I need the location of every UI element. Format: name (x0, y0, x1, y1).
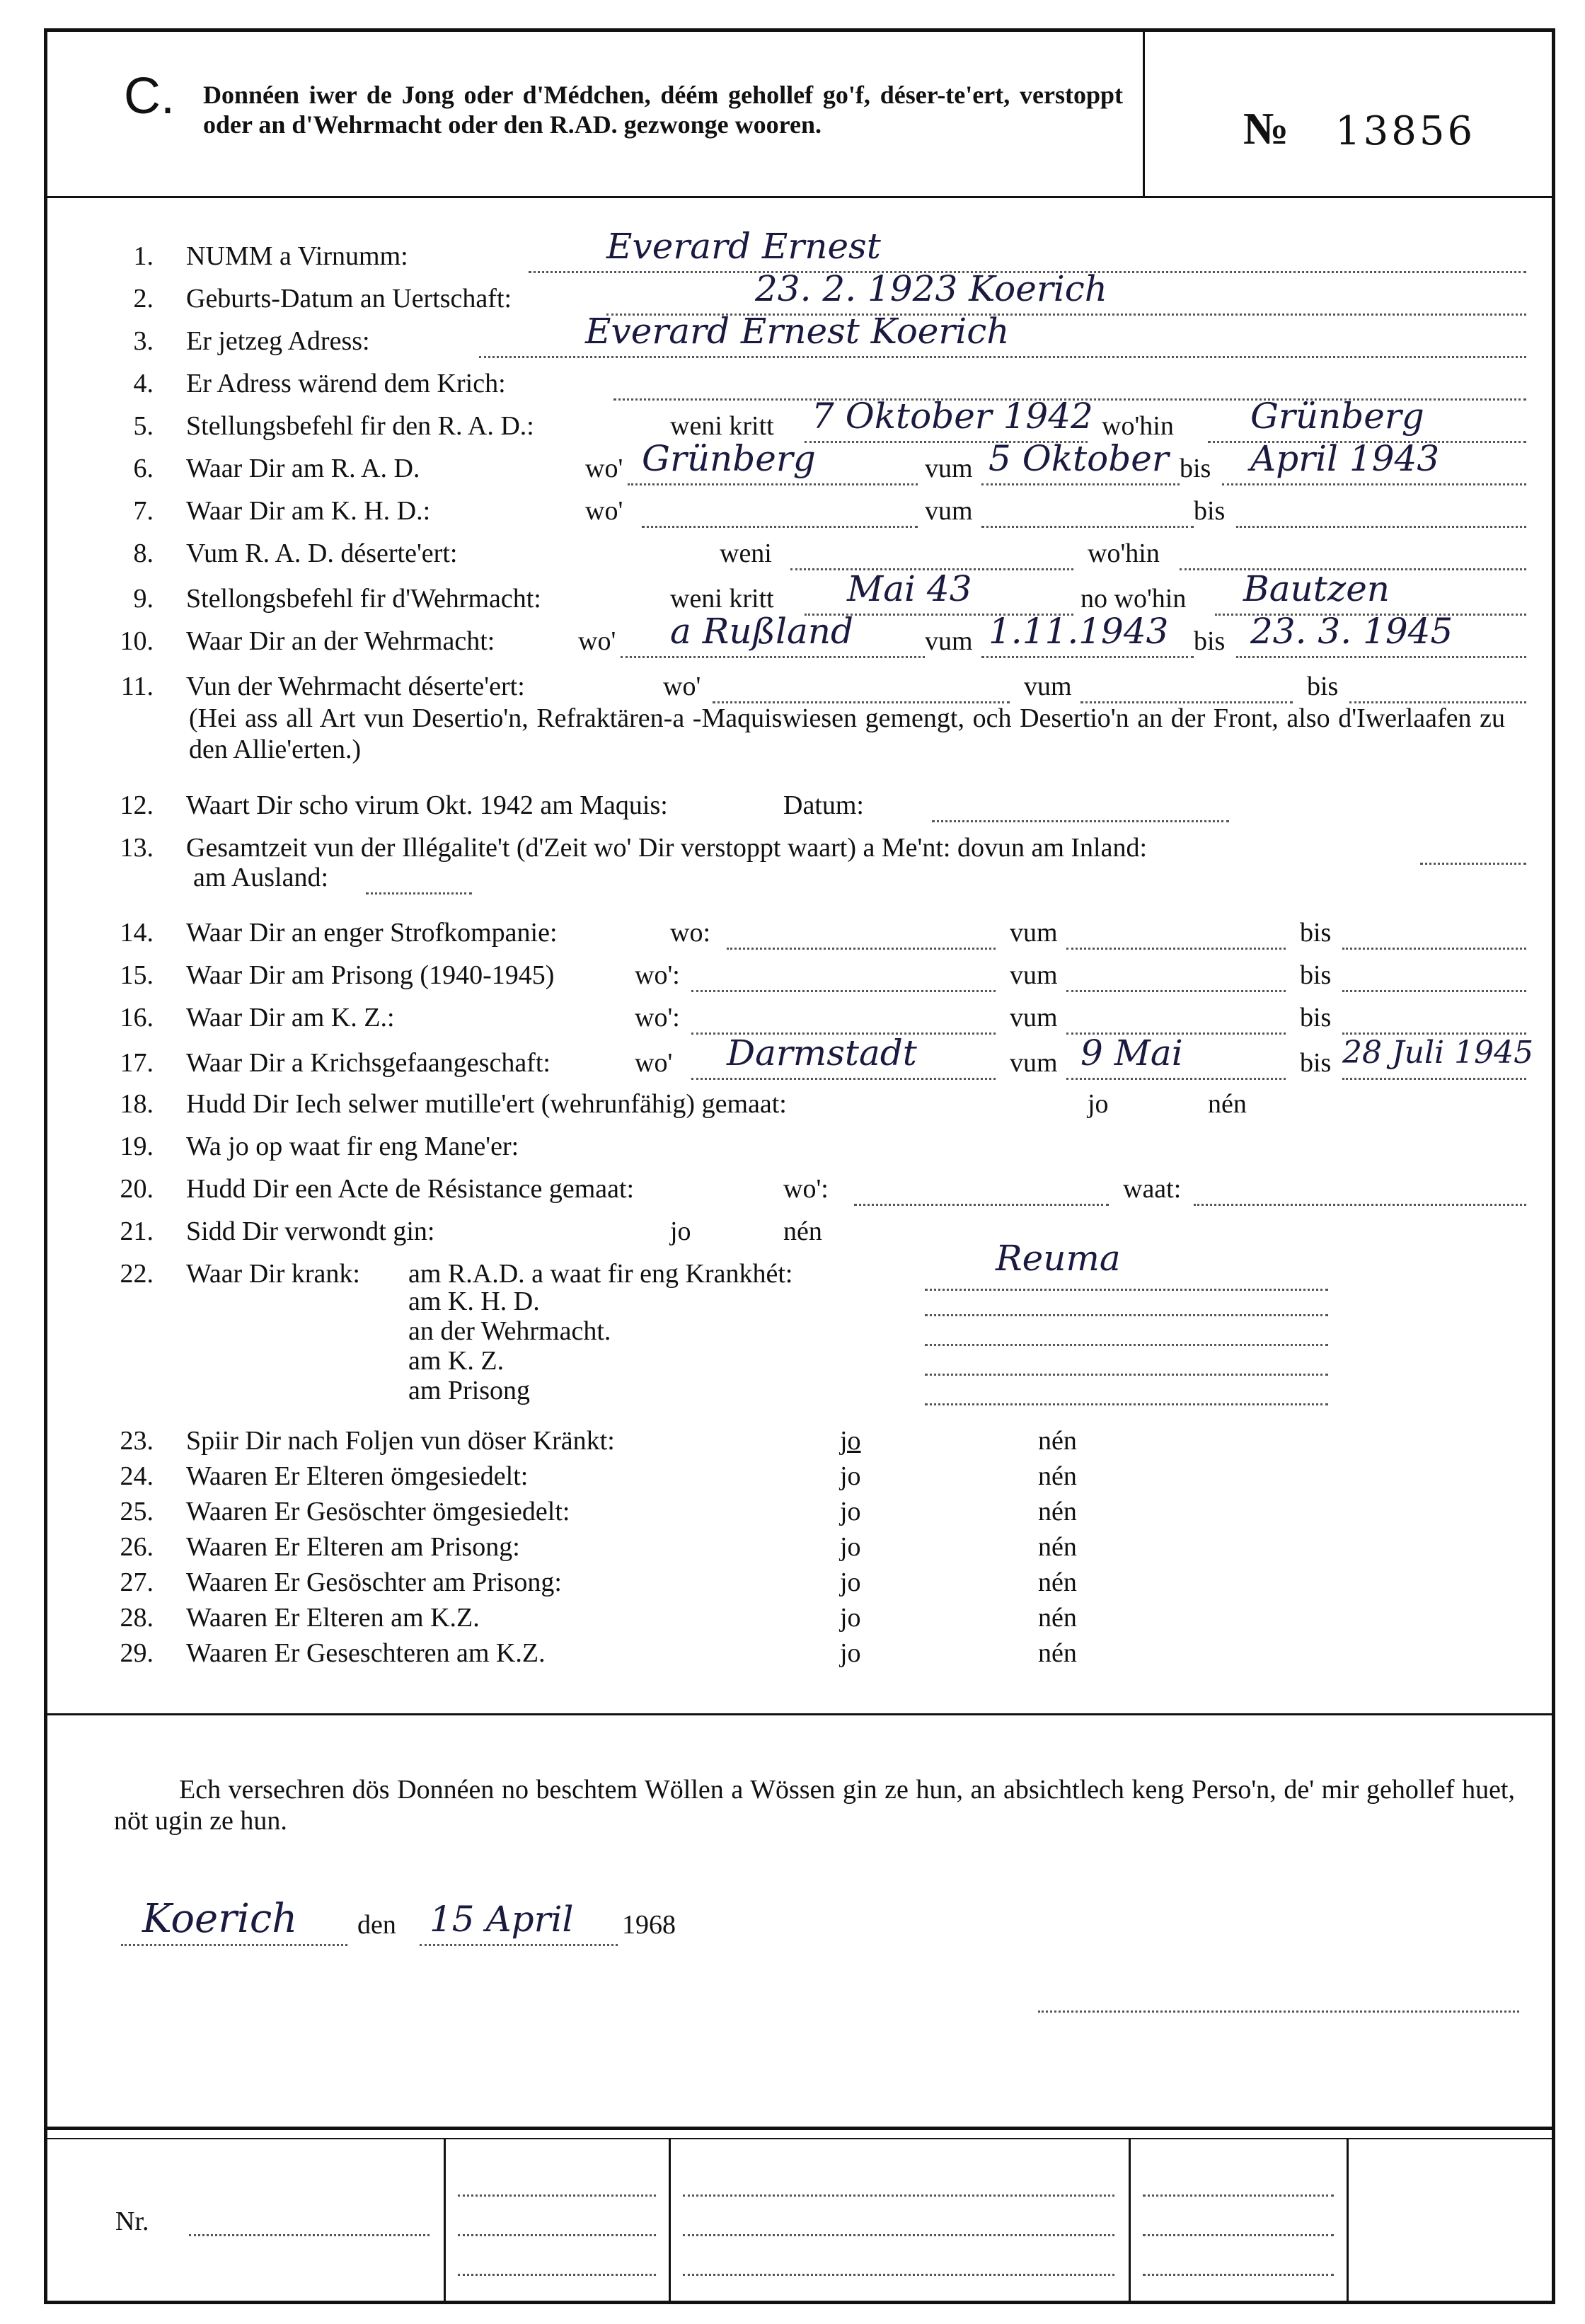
where-label: wo: (670, 918, 710, 948)
question-22-b (47, 1286, 1559, 1317)
option-yes[interactable]: jo (670, 1216, 691, 1246)
from-label: vum (1010, 960, 1058, 990)
from-label: vum (1024, 672, 1072, 701)
footer-cell-line[interactable] (458, 2274, 656, 2276)
option-yes[interactable]: jo (840, 1426, 861, 1456)
question-6 (47, 438, 1559, 486)
q-sublabel: am K. H. D. (408, 1287, 540, 1316)
option-yes[interactable]: jo (840, 1497, 861, 1526)
answer-from: 5 Oktober (989, 438, 1169, 479)
answer-name: Everard Ernest (606, 226, 881, 267)
q-label: Waar Dir am Prisong (1940-1945) (186, 960, 555, 990)
to-label: bis (1194, 626, 1226, 656)
answer-line[interactable] (854, 1204, 1109, 1206)
den-label: den (357, 1910, 396, 1940)
q-label: Gesamtzeit vun der Illégalite't (d'Zeit wo' Dir verstoppt waart) a Me'nt: dovun am Inland: (186, 833, 1148, 863)
answer-illness: Reuma (996, 1238, 1121, 1279)
to-label: bis (1307, 672, 1339, 701)
form-number: 13856 (1335, 108, 1476, 154)
q-label: Waart Dir scho virum Okt. 1942 am Maquis: (186, 790, 668, 820)
question-11 (47, 669, 1559, 704)
footer-rule-2 (47, 2138, 1552, 2139)
sign-date: 15 April (430, 1899, 574, 1940)
option-yes[interactable]: jo (840, 1638, 861, 1668)
where-label: no wo'hin (1080, 584, 1187, 614)
nr-line[interactable] (189, 2234, 430, 2236)
option-yes[interactable]: jo (1088, 1089, 1109, 1119)
q-label: Er Adress wärend dem Krich: (186, 369, 506, 398)
q-label: Stellongsbefehl fir d'Wehrmacht: (186, 584, 541, 614)
from-label: vum (1010, 918, 1058, 948)
answer-line[interactable] (642, 526, 918, 528)
question-26 (47, 1529, 1559, 1565)
footer-col-4 (1347, 2138, 1349, 2302)
question-29 (47, 1635, 1559, 1671)
option-no[interactable]: nén (1208, 1089, 1247, 1119)
q-sublabel: am K. Z. (408, 1346, 505, 1376)
where-label: wo': (635, 960, 680, 990)
answer-line[interactable] (1066, 1078, 1286, 1080)
question-25 (47, 1494, 1559, 1529)
q-label: Waar Dir am R. A. D. (186, 454, 420, 483)
answer-line[interactable] (628, 483, 918, 485)
to-label: bis (1300, 918, 1332, 948)
q-number: 10. (120, 626, 154, 656)
answer-to: 23. 3. 1945 (1250, 611, 1453, 652)
q-label: Wa jo op waat fir eng Mane'er: (186, 1132, 519, 1161)
option-yes[interactable]: jo (840, 1461, 861, 1491)
q-label: Waar Dir am K. Z.: (186, 1003, 395, 1032)
answer-line[interactable] (1236, 526, 1526, 528)
date-label: Datum: (783, 790, 864, 820)
q-label: Waar Dir krank: (186, 1259, 360, 1289)
place-line[interactable] (121, 1944, 347, 1946)
q-label: Waaren Er Gesöschter ömgesiedelt: (186, 1497, 570, 1526)
answer-line[interactable] (1342, 990, 1526, 992)
question-22-d (47, 1345, 1559, 1376)
when-label: weni kritt (670, 584, 774, 614)
question-28 (47, 1600, 1559, 1635)
answer-where: Grünberg (1250, 396, 1424, 437)
q-number: 29. (120, 1638, 154, 1668)
q-number: 19. (120, 1132, 154, 1161)
option-no[interactable]: nén (1038, 1461, 1077, 1491)
footer-cell-line[interactable] (683, 2274, 1114, 2276)
footer-cell-line[interactable] (458, 2194, 656, 2197)
footer-col-3 (1129, 2138, 1131, 2302)
header-rule (47, 196, 1552, 198)
q-label: Waar Dir an der Wehrmacht: (186, 626, 495, 656)
answer-line[interactable] (727, 948, 996, 950)
where-label: wo': (783, 1174, 829, 1204)
date-line[interactable] (420, 1944, 618, 1946)
answer-where: Grünberg (642, 438, 816, 479)
option-no[interactable]: nén (1038, 1497, 1077, 1526)
q-label: Waaren Er Geseschteren am K.Z. (186, 1638, 546, 1668)
q-number: 7. (133, 496, 154, 526)
answer-where: Darmstadt (727, 1032, 917, 1074)
answer-line[interactable] (1066, 948, 1286, 950)
answer-from: 9 Mai (1080, 1032, 1183, 1074)
q-label: Waaren Er Elteren ömgesiedelt: (186, 1461, 529, 1491)
section-letter: C. (124, 68, 175, 125)
question-17 (47, 1032, 1559, 1081)
answer-line[interactable] (691, 1078, 996, 1080)
option-no[interactable]: nén (783, 1216, 822, 1246)
footer-nr-label: Nr. (115, 2207, 149, 2236)
answer-birth: 23. 2. 1923 Koerich (755, 268, 1107, 309)
option-no[interactable]: nén (1038, 1603, 1077, 1633)
where-label: wo' (578, 626, 616, 656)
when-label: weni kritt (670, 411, 774, 441)
q-label: NUMM a Virnumm: (186, 241, 408, 271)
answer-line[interactable] (932, 820, 1229, 822)
answer-line[interactable] (366, 892, 472, 894)
answer-line[interactable] (479, 356, 1526, 358)
signature-line[interactable] (1038, 2011, 1519, 2013)
answer-line[interactable] (981, 526, 1194, 528)
answer-line[interactable] (925, 1403, 1328, 1405)
number-sign: № (1243, 103, 1289, 154)
form-page (44, 28, 1555, 2304)
footer-cell-line[interactable] (683, 2194, 1114, 2197)
header-divider (1143, 32, 1145, 196)
q-number: 14. (120, 918, 154, 948)
question-14 (47, 915, 1559, 950)
question-20 (47, 1171, 1559, 1207)
question-16 (47, 1000, 1559, 1035)
footer-cell-line[interactable] (458, 2234, 656, 2236)
question-8 (47, 536, 1559, 571)
question-23 (47, 1423, 1559, 1459)
q-label: Waaren Er Elteren am Prisong: (186, 1532, 520, 1562)
question-22-e (47, 1375, 1559, 1406)
question-18 (47, 1086, 1559, 1122)
answer-where: a Rußland (670, 611, 853, 652)
footer-cell-line[interactable] (1143, 2274, 1334, 2276)
q11-note: (Hei ass all Art vun Desertio'n, Refraktären-a -Maquiswiesen gemengt, och Desertio'n an der Front, also d'Iwerlaafen zu den Allie'erten.) (189, 703, 1505, 764)
question-3 (47, 311, 1559, 359)
q-label: Sidd Dir verwondt gin: (186, 1216, 435, 1246)
when-label: weni (720, 539, 772, 568)
footer-cell-line[interactable] (683, 2234, 1114, 2236)
option-no[interactable]: nén (1038, 1426, 1077, 1456)
answer-line[interactable] (981, 656, 1194, 658)
answer-line[interactable] (691, 990, 996, 992)
q-label: Waar Dir am K. H. D.: (186, 496, 431, 526)
where-label: wo' (663, 672, 701, 701)
q-number: 15. (120, 960, 154, 990)
footer-cell-line[interactable] (1143, 2234, 1334, 2236)
from-label: vum (925, 496, 973, 526)
q-number: 22. (120, 1259, 154, 1289)
question-19 (47, 1129, 1559, 1164)
answer-from: 1.11.1943 (989, 611, 1169, 652)
q-number: 23. (120, 1426, 154, 1456)
footer-cell-line[interactable] (1143, 2194, 1334, 2197)
answer-when: Mai 43 (847, 568, 972, 609)
q-sublabel: am R.A.D. a waat fir eng Krankhét: (408, 1259, 793, 1289)
q-label: Er jetzeg Adress: (186, 326, 370, 356)
q-number: 13. (120, 833, 154, 863)
where-label: wo'hin (1102, 411, 1174, 441)
option-no[interactable]: nén (1038, 1532, 1077, 1562)
q-number: 2. (133, 284, 154, 313)
to-label: bis (1300, 960, 1332, 990)
from-label: vum (925, 626, 973, 656)
what-label: waat: (1123, 1174, 1182, 1204)
question-21 (47, 1214, 1559, 1249)
option-yes[interactable]: jo (840, 1603, 861, 1633)
q-number: 6. (133, 454, 154, 483)
where-label: wo' (635, 1048, 673, 1078)
from-label: vum (925, 454, 973, 483)
q-number: 18. (120, 1089, 154, 1119)
footer-col-1 (444, 2138, 446, 2302)
from-label: vum (1010, 1048, 1058, 1078)
q-label: am Ausland: (193, 863, 329, 892)
q-number: 20. (120, 1174, 154, 1204)
option-no[interactable]: nén (1038, 1567, 1077, 1597)
where-label: wo': (635, 1003, 680, 1032)
answer-where: Bautzen (1243, 568, 1390, 609)
q-number: 5. (133, 411, 154, 441)
q-label: Stellungsbefehl fir den R. A. D.: (186, 411, 534, 441)
answer-address: Everard Ernest Koerich (585, 311, 1010, 352)
q-label: Waaren Er Gesöschter am Prisong: (186, 1567, 562, 1597)
footer-col-2 (669, 2138, 671, 2302)
question-24 (47, 1459, 1559, 1494)
answer-to: 28 Juli 1945 (1342, 1035, 1534, 1071)
q-number: 8. (133, 539, 154, 568)
header-description: Donnéen iwer de Jong oder d'Médchen, déém gehollef go'f, déser-te'ert, verstoppt oder an d'Wehrmacht oder den R.AD. gezwonge wooren. (203, 81, 1123, 139)
q-number: 11. (120, 672, 154, 701)
q-label: Hudd Dir een Acte de Résistance gemaat: (186, 1174, 635, 1204)
q-number: 24. (120, 1461, 154, 1491)
q-label: Vun der Wehrmacht déserte'ert: (186, 672, 525, 701)
to-label: bis (1194, 496, 1226, 526)
q-number: 3. (133, 326, 154, 356)
question-15 (47, 957, 1559, 993)
option-yes[interactable]: jo (840, 1567, 861, 1597)
from-label: vum (1010, 1003, 1058, 1032)
question-10 (47, 611, 1559, 659)
footer-rule-top (47, 2127, 1552, 2130)
declaration-text: Ech versechren dös Donnéen no beschtem Wöllen a Wössen gin ze hun, an absichtlech keng Perso'n, de' mir gehollef huet, nöt ugin ze hun. (114, 1775, 1515, 1836)
question-22-c (47, 1316, 1559, 1347)
answer-line[interactable] (1236, 656, 1526, 658)
question-13-cont (47, 860, 1559, 895)
to-label: bis (1180, 454, 1211, 483)
question-12 (47, 788, 1559, 823)
q-number: 1. (133, 241, 154, 271)
q-number: 4. (133, 369, 154, 398)
q-label: Spiir Dir nach Foljen vun döser Kränkt: (186, 1426, 615, 1456)
answer-when: 7 Oktober 1942 (812, 396, 1093, 437)
q-number: 9. (133, 584, 154, 614)
q-number: 17. (120, 1048, 154, 1078)
to-label: bis (1300, 1003, 1332, 1032)
sign-place: Koerich (142, 1896, 298, 1942)
q-label: Hudd Dir Iech selwer mutille'ert (wehrunfähig) gemaat: (186, 1089, 787, 1119)
q-number: 28. (120, 1603, 154, 1633)
sign-year: 1968 (622, 1910, 676, 1940)
q-number: 25. (120, 1497, 154, 1526)
option-no[interactable]: nén (1038, 1638, 1077, 1668)
q-label: Vum R. A. D. déserte'ert: (186, 539, 458, 568)
signature-place-date (47, 1896, 1559, 1950)
section-rule (47, 1713, 1552, 1715)
q-sublabel: am Prisong (408, 1376, 531, 1405)
where-label: wo' (585, 496, 623, 526)
answer-line[interactable] (981, 483, 1180, 485)
q-number: 26. (120, 1532, 154, 1562)
q-number: 16. (120, 1003, 154, 1032)
answer-line[interactable] (1342, 948, 1526, 950)
answer-line[interactable] (621, 656, 925, 658)
q-label: Waaren Er Elteren am K.Z. (186, 1603, 480, 1633)
where-label: wo'hin (1088, 539, 1160, 568)
question-7 (47, 493, 1559, 529)
question-27 (47, 1565, 1559, 1600)
answer-line[interactable] (1222, 483, 1526, 485)
q-label: Waar Dir an enger Strofkompanie: (186, 918, 558, 948)
q-number: 12. (120, 790, 154, 820)
q-number: 27. (120, 1567, 154, 1597)
answer-line[interactable] (1342, 1078, 1526, 1080)
to-label: bis (1300, 1048, 1332, 1078)
answer-to: April 1943 (1250, 438, 1440, 479)
q-number: 21. (120, 1216, 154, 1246)
answer-line[interactable] (1194, 1204, 1526, 1206)
where-label: wo' (585, 454, 623, 483)
q-label: Waar Dir a Krichsgefaangeschaft: (186, 1048, 551, 1078)
q-sublabel: an der Wehrmacht. (408, 1316, 611, 1346)
q-label: Geburts-Datum an Uertschaft: (186, 284, 512, 313)
option-yes[interactable]: jo (840, 1532, 861, 1562)
answer-line[interactable] (1066, 990, 1286, 992)
